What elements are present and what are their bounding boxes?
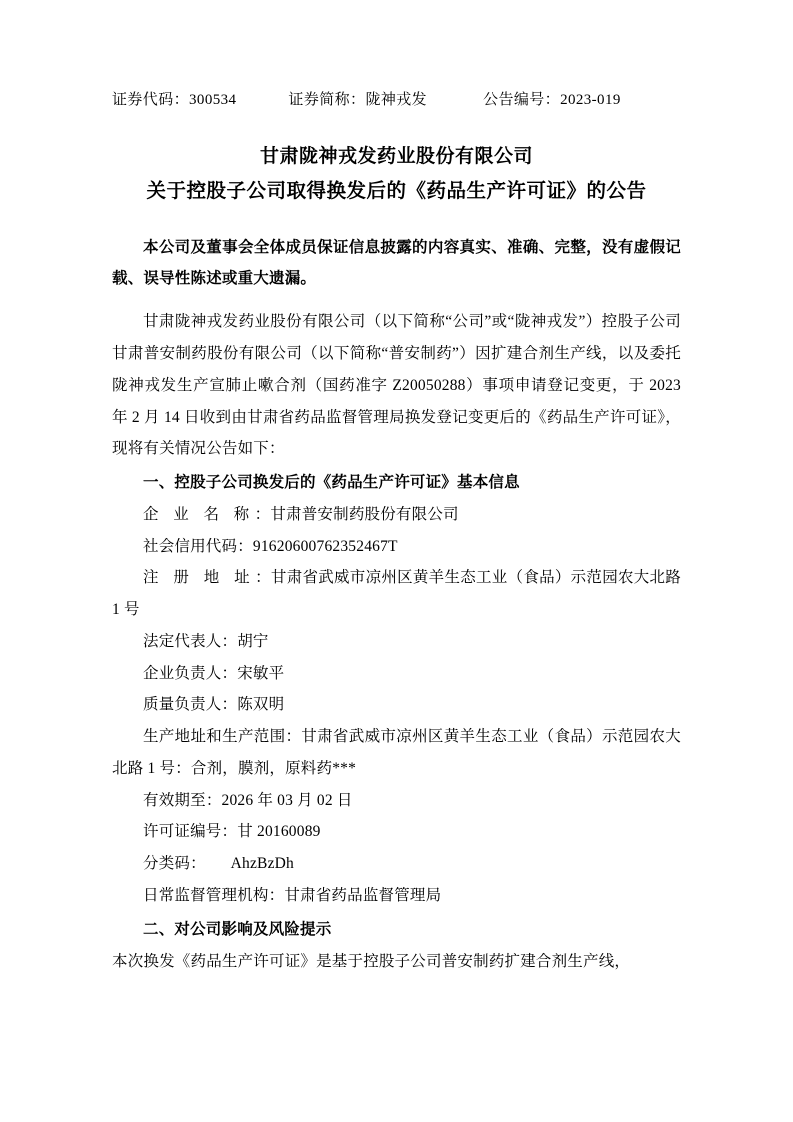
section-two-paragraph: 本次换发《药品生产许可证》是基于控股子公司普安制药扩建合剂生产线， bbox=[112, 952, 631, 970]
field-enterprise-manager: 企业负责人：宋敏平 bbox=[143, 664, 285, 682]
page-title bbox=[112, 139, 681, 210]
section-two-heading: 二、对公司影响及风险提示 bbox=[143, 920, 332, 938]
notice-number: 公告编号：2023-019 bbox=[483, 92, 621, 108]
disclosure-statement: 本公司及董事会全体成员保证信息披露的内容真实、准确、完整，没有虚假记载、误导性陈述或重大遗漏。 bbox=[112, 239, 681, 288]
field-classification-code: 分类码： AhzBzDh bbox=[143, 855, 294, 873]
field-registered-address: 注 册 地 址：甘肃省武威市凉州区黄羊生态工业（食品）示范园农大北路 1 号 bbox=[112, 569, 682, 619]
field-production-address-scope: 生产地址和生产范围：甘肃省武威市凉州区黄羊生态工业（食品）示范园农大北路 1 号：合剂，膜剂，原料药*** bbox=[112, 728, 681, 777]
intro-paragraph: 甘肃陇神戎发药业股份有限公司（以下简称“公司”或“陇神戎发”）控股子公司甘肃普安制药股份有限公司（以下简称“普安制药”）因扩建合剂生产线，以及委托陇神戎发生产宣肺止嗽合剂（国药准字 Z20050288）事项申请登记变更，于 2023 年 2 月 14 日收到由甘肃省药品监督管理局换发登记变更后的《药品生产许可证》，现将有关情况公告如下： bbox=[112, 313, 681, 458]
security-code: 证券代码：300534 bbox=[112, 92, 237, 108]
field-enterprise-name: 企 业 名 称：甘肃普安制药股份有限公司 bbox=[143, 505, 459, 523]
field-quality-manager: 质量负责人：陈双明 bbox=[143, 696, 285, 714]
field-supervision-authority: 日常监督管理机构：甘肃省药品监督管理局 bbox=[143, 886, 442, 904]
field-license-number: 许可证编号：甘 20160089 bbox=[143, 823, 321, 841]
field-valid-until: 有效期至：2026 年 03 月 02 日 bbox=[143, 791, 353, 809]
document-header bbox=[112, 88, 681, 109]
announcement-subject-title: 关于控股子公司取得换发后的《药品生产许可证》的公告 bbox=[146, 181, 647, 203]
field-credit-code: 社会信用代码：91620600762352467T bbox=[143, 537, 398, 555]
company-name-title: 甘肃陇神戎发药业股份有限公司 bbox=[259, 146, 533, 167]
security-abbreviation: 证券简称：陇神戎发 bbox=[288, 92, 428, 108]
section-one-heading: 一、控股子公司换发后的《药品生产许可证》基本信息 bbox=[143, 474, 520, 492]
field-legal-representative: 法定代表人：胡宁 bbox=[143, 632, 269, 650]
